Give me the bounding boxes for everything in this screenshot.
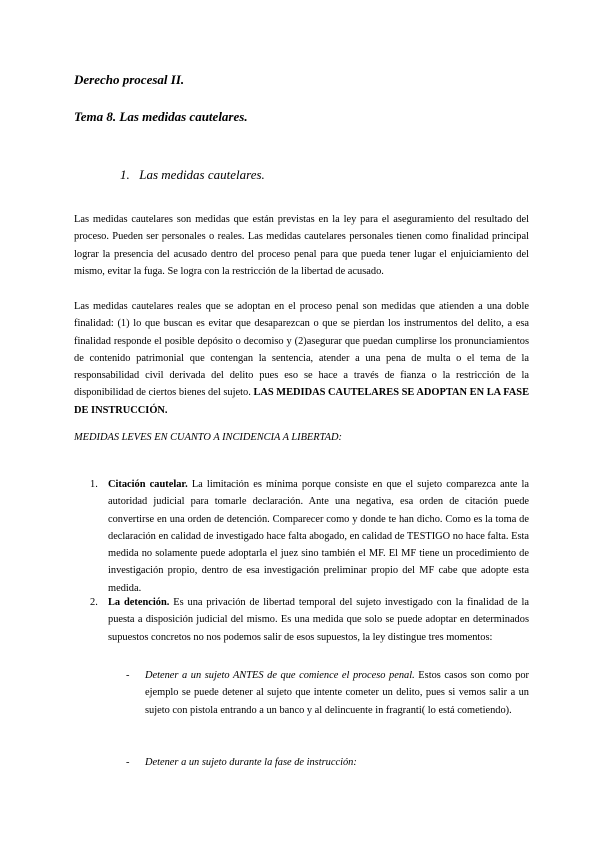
topic-title: Tema 8. Las medidas cautelares. xyxy=(74,109,248,124)
dash-item-text: Estos casos son como por ejemplo se puede detener al sujeto que intente cometer un delito, pues si vemos salir a un sujeto con pistola entrando a un banco y al delincuente in fragranti( lo está cometiendo). xyxy=(145,670,529,716)
list-item-detencion xyxy=(90,594,529,646)
dash-item-body xyxy=(145,667,529,719)
section-number: 1. xyxy=(120,167,130,182)
list-item-citacion xyxy=(90,476,529,597)
section-heading xyxy=(120,167,265,183)
dash-item-italic: Detener a un sujeto durante la fase de instrucción: xyxy=(145,757,357,768)
paragraph-real-measures xyxy=(74,298,529,419)
dash-item-before-process xyxy=(126,667,529,719)
list-item-title: La detención. xyxy=(108,597,170,608)
list-item-body xyxy=(108,476,529,597)
list-item-text: La limitación es mínima porque consiste en que el sujeto comparezca ante la autoridad judicial para tomarle declaración. Ante una negativa, esa orden de citación puede convertirse en una orden de detención. Comparecer como y donde te han dicho. Como es la toma de declaración en calidad de investigado hace falta abogado, en calidad de TESTIGO no hace falta. Esta medida no solamente puede adoptarla el juez sino también el MF. El MF tiene un procedimiento de investigación propio, dentro de esa investigación preliminar propio del MF cabe que adopte esta medida. xyxy=(108,479,529,594)
list-number: 2. xyxy=(90,597,98,608)
dash-item-italic: Detener a un sujeto ANTES de que comience el proceso penal. xyxy=(145,670,415,681)
list-item-title: Citación cautelar. xyxy=(108,479,188,490)
dash-bullet: - xyxy=(126,670,130,681)
paragraph-real-measures-text: Las medidas cautelares reales que se adoptan en el proceso penal son medidas que atienden a una doble finalidad: (1) lo que buscan es evitar que desaparezcan o que se pierdan los instrumentos del delito, a esa finalidad responde el posible depósito o decomiso y (2)asegurar que puedan cumplirse los pronunciamientos de contenido patrimonial que contengan la sentencia, atender a una pena de multa o el tema de la responsabilidad civil derivada del delito pues eso se hace a través de fianza o la restricción de la disponibilidad de ciertos bienes del sujeto. xyxy=(74,301,529,399)
paragraph-real-measures-emphasis: LAS MEDIDAS CAUTELARES SE ADOPTAN EN LA FASE DE INSTRUCCIÓN. xyxy=(74,387,529,416)
list-item-text: Es una privación de libertad temporal del sujeto investigado con la finalidad de la puesta a disposición judicial del mismo. Es una medida que solo se puede adoptar en determinados supuestos concretos no nos podemos salir de esos supuestos, la ley distingue tres momentos: xyxy=(108,597,529,643)
subheading-light-measures: MEDIDAS LEVES EN CUANTO A INCIDENCIA A LIBERTAD: xyxy=(74,432,342,443)
course-title: Derecho procesal II. xyxy=(74,72,185,87)
list-number: 1. xyxy=(90,479,98,490)
dash-bullet: - xyxy=(126,757,130,768)
section-title: Las medidas cautelares. xyxy=(139,167,265,182)
list-item-body xyxy=(108,594,529,646)
dash-item-during-instruction xyxy=(126,754,529,771)
paragraph-personal-measures: Las medidas cautelares son medidas que están previstas en la ley para el aseguramiento del resultado del proceso. Pueden ser personales o reales. Las medidas cautelares personales tienen como finalidad principal lograr la presencia del acusado dentro del proceso penal para que pueda tener lugar el enjuiciamiento del mismo, evitar la fuga. Se logra con la restricción de la libertad de acusado. xyxy=(74,214,529,277)
dash-item-body xyxy=(145,754,529,771)
